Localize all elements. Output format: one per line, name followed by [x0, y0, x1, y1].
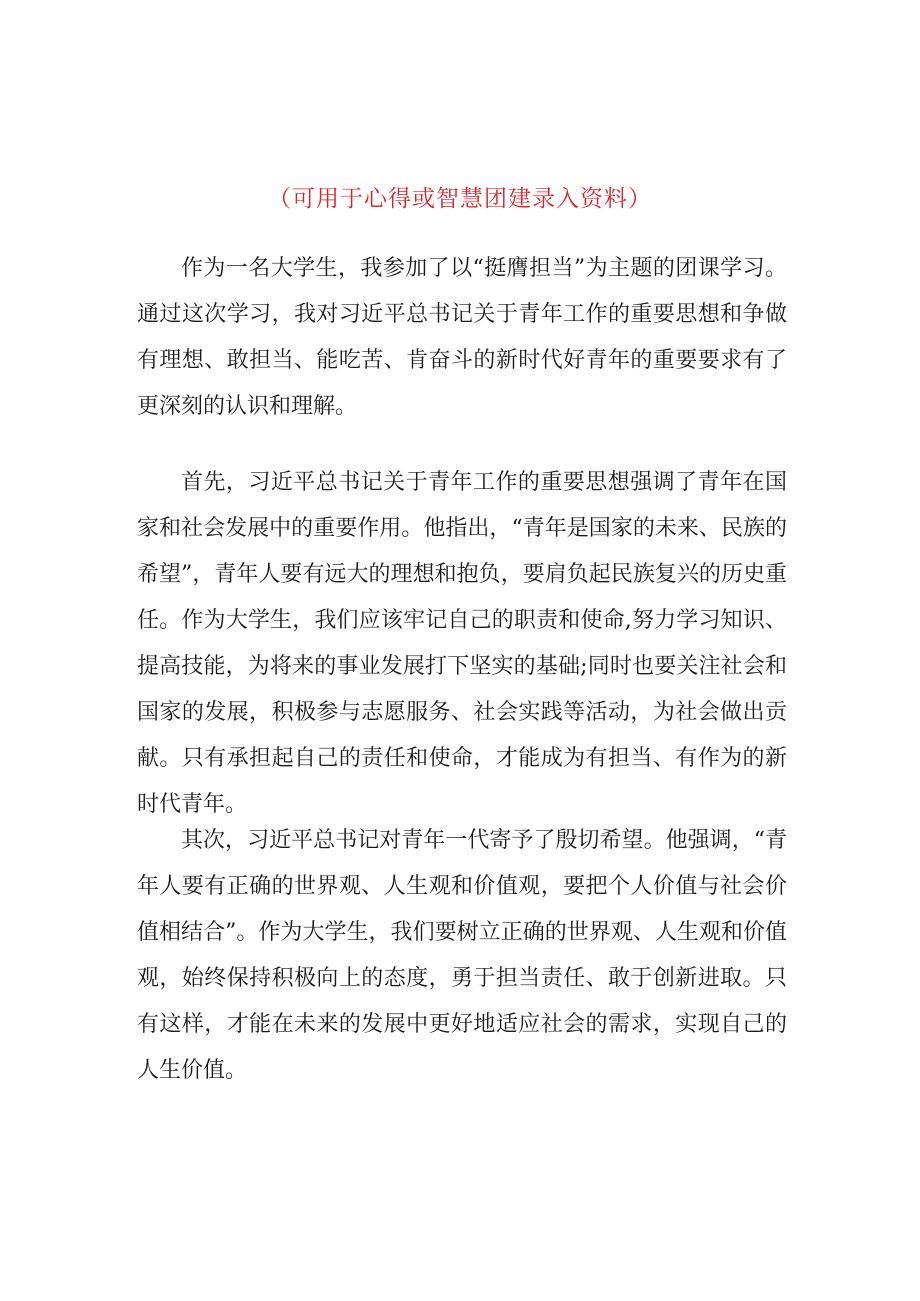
document-subtitle: （可用于心得或智慧团建录入资料）: [268, 186, 652, 212]
paragraph-first: 首先，习近平总书记关于青年工作的重要思想强调了青年在国家和社会发展中的重要作用。他指出，“青年是国家的未来、民族的希望”，青年人要有远大的理想和抱负，要肩负起民族复兴的历史重任。作为大学生，我们应该牢记自己的职责和使命,努力学习知识、提高技能，为将来的事业发展打下坚实的基础;同时也要关注社会和国家的发展，积极参与志愿服务、社会实践等活动，为社会做出贡献。只有承担起自己的责任和使命，才能成为有担当、有作为的新时代青年。: [137, 470, 787, 817]
paragraph-intro: 作为一名大学生，我参加了以“挺膺担当”为主题的团课学习。通过这次学习，我对习近平总书记关于青年工作的重要思想和争做有理想、敢担当、能吃苦、肯奋斗的新时代好青年的重要要求有了更深刻的认识和理解。: [137, 256, 787, 419]
paragraph-second: 其次，习近平总书记对青年一代寄予了殷切希望。他强调，“青年人要有正确的世界观、人生观和价值观，要把个人价值与社会价值相结合”。作为大学生，我们要树立正确的世界观、人生观和价值观，始终保持积极向上的态度，勇于担当责任、敢于创新进取。只有这样，才能在未来的发展中更好地适应社会的需求，实现自己的人生价值。: [137, 828, 787, 1083]
